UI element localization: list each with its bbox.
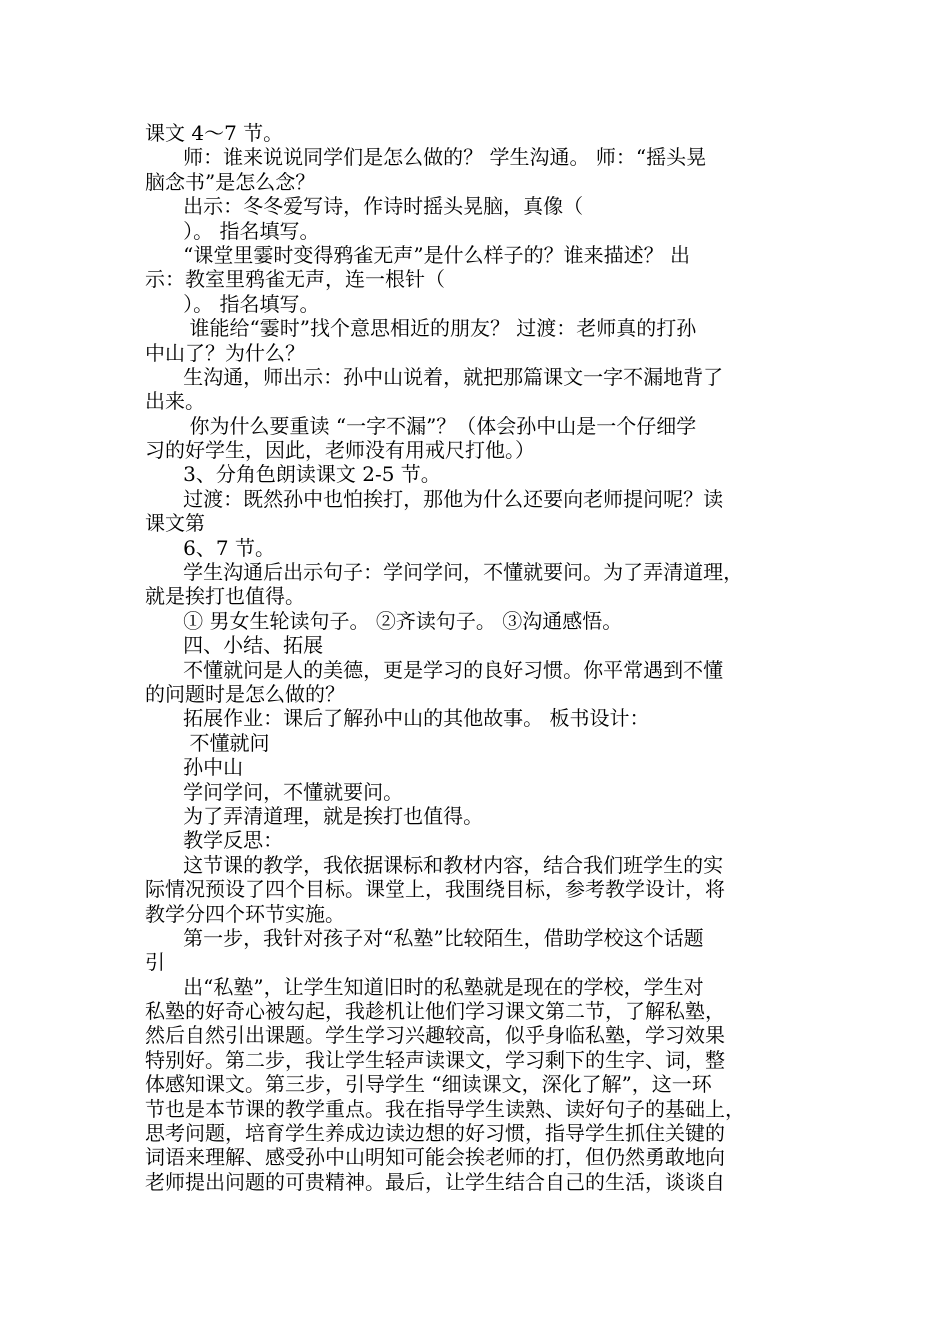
text-line: 脑念书”是怎么念？	[145, 169, 316, 194]
text-line: 出来。	[145, 389, 205, 414]
text-line: 思考问题，培育学生养成边读边想的好习惯，指导学生抓住关键的	[145, 1121, 725, 1146]
text-line: 教学分四个环节实施。	[145, 901, 345, 926]
text-line: 的问题时是怎么做的？	[145, 681, 345, 706]
document-body	[145, 121, 815, 1194]
text-line: 谁能给“霎时”找个意思相近的朋友？ 过渡：老师真的打孙	[145, 316, 697, 341]
text-line: 老师提出问题的可贵精神。最后，让学生结合自己的生活，谈谈自	[145, 1169, 725, 1194]
text-line: 孙中山	[145, 755, 244, 780]
text-line: ）。 指名填写。	[145, 291, 320, 316]
text-line: 出示：冬冬爱写诗，作诗时摇头晃脑，真像（	[145, 194, 584, 219]
text-line: 这节课的教学，我依据课标和教材内容，结合我们班学生的实	[145, 852, 724, 877]
text-line: 就是挨打也值得。	[145, 584, 305, 609]
text-line: 引	[145, 950, 165, 975]
text-line: 课文 4～7 节。	[145, 121, 284, 145]
text-line: 生沟通，师出示：孙中山说着，就把那篇课文一字不漏地背了	[145, 364, 724, 389]
text-line: “课堂里霎时变得鸦雀无声”是什么样子的？谁来描述？ 出	[145, 242, 690, 267]
text-line: 学问学问，不懂就要问。	[145, 779, 404, 804]
text-line: 不懂就问是人的美德，更是学习的良好习惯。你平常遇到不懂	[145, 657, 724, 682]
text-line: 不懂就问	[145, 730, 270, 755]
text-line: 教学反思：	[145, 828, 284, 853]
text-line: 特别好。第二步，我让学生轻声读课文，学习剩下的生字、词，整	[145, 1047, 725, 1072]
text-line: 为了弄清道理，就是挨打也值得。	[145, 803, 484, 828]
text-line: 课文第	[145, 511, 205, 536]
text-line: 过渡：既然孙中也怕挨打，那他为什么还要向老师提问呢？读	[145, 486, 724, 511]
text-line: 学生沟通后出示句子：学问学问，不懂就要问。为了弄清道理，	[145, 560, 744, 585]
text-line: 体感知课文。第三步，引导学生 “细读课文，深化了解”，这一环	[145, 1072, 712, 1097]
text-line: 节也是本节课的教学重点。我在指导学生读熟、读好句子的基础上，	[145, 1096, 745, 1121]
text-line: 示：教室里鸦雀无声，连一根针（	[145, 267, 445, 292]
text-line: 习的好学生，因此，老师没有用戒尺打他。）	[145, 438, 535, 463]
text-line: ）。 指名填写。	[145, 218, 320, 243]
text-line: 词语来理解、感受孙中山明知可能会挨老师的打，但仍然勇敢地向	[145, 1145, 725, 1170]
text-line: 四、小结、拓展	[145, 633, 324, 658]
text-line: 拓展作业：课后了解孙中山的其他故事。 板书设计：	[145, 706, 650, 731]
text-line: 你为什么要重读 “一字不漏”？（体会孙中山是一个仔细学	[145, 413, 697, 438]
text-line: 出“私塾”，让学生知道旧时的私塾就是现在的学校，学生对	[145, 974, 704, 999]
text-line: 3、分角色朗读课文 2-5 节。	[145, 462, 441, 487]
text-line: 私塾的好奇心被勾起，我趁机让他们学习课文第二节，了解私塾，	[145, 999, 725, 1024]
text-line: 中山了？为什么？	[145, 340, 305, 365]
text-line: ① 男女生轮读句子。 ②齐读句子。 ③沟通感悟。	[145, 608, 623, 633]
text-line: 际情况预设了四个目标。课堂上，我围绕目标，参考教学设计，将	[145, 877, 725, 902]
text-line: 师：谁来说说同学们是怎么做的？ 学生沟通。 师：“摇头晃	[145, 145, 707, 170]
text-line: 然后自然引出课题。学生学习兴趣较高，似乎身临私塾，学习效果	[145, 1023, 725, 1048]
text-line: 第一步，我针对孩子对“私塾”比较陌生，借助学校这个话题	[145, 925, 704, 950]
text-line: 6、7 节。	[145, 535, 275, 560]
